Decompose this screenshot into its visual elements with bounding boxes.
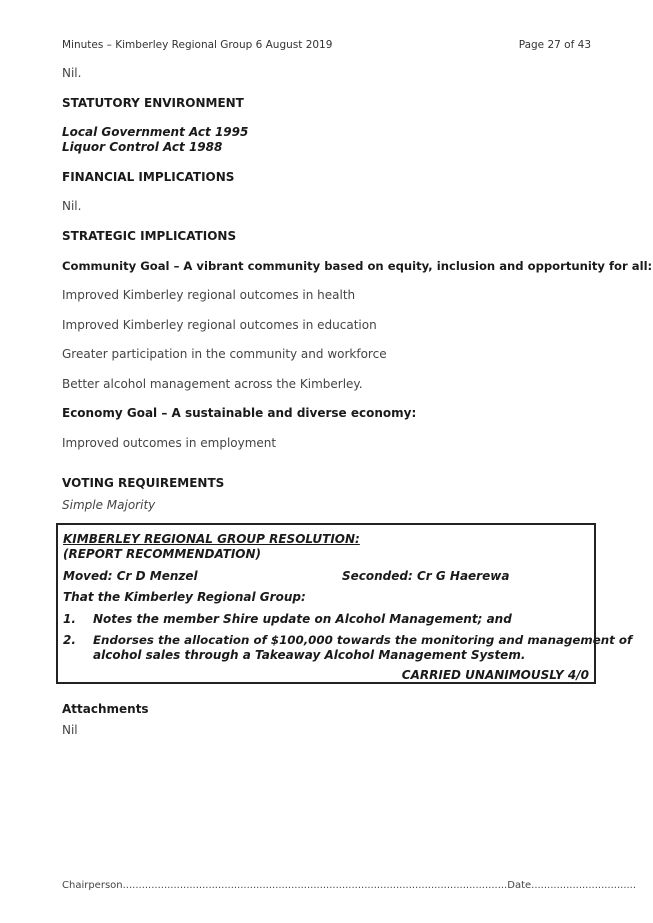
resolution-item: Endorses the allocation of $100,000 towards the monitoring and management of [93, 633, 633, 647]
chairperson-signature-line: Chairperson.........................................................................................................................Date................................. [62, 880, 637, 891]
item-number: 2. [63, 633, 76, 647]
voting-text: Simple Majority [62, 498, 156, 512]
attachments-text: Nil [62, 723, 78, 737]
resolution-subtitle: (REPORT RECOMMENDATION) [63, 547, 262, 561]
community-item: Improved Kimberley regional outcomes in health [62, 288, 356, 302]
attachments-heading: Attachments [62, 702, 149, 716]
strategic-heading: STRATEGIC IMPLICATIONS [62, 229, 237, 243]
resolution-item: Notes the member Shire update on Alcohol Management; and [93, 612, 512, 626]
statutory-heading: STATUTORY ENVIRONMENT [62, 96, 244, 110]
resolution-result: CARRIED UNANIMOUSLY 4/0 [401, 668, 589, 682]
act-item: Liquor Control Act 1988 [62, 140, 223, 154]
voting-heading: VOTING REQUIREMENTS [62, 476, 225, 490]
resolution-box [56, 523, 633, 684]
economy-goal: Economy Goal – A sustainable and diverse economy: [62, 406, 417, 420]
seconded-by: Seconded: Cr G Haerewa [342, 569, 510, 583]
resolution-item: alcohol sales through a Takeaway Alcohol Management System. [93, 648, 526, 662]
resolution-title: KIMBERLEY REGIONAL GROUP RESOLUTION: [63, 532, 360, 546]
financial-text: Nil. [62, 199, 82, 213]
item-number: 1. [63, 612, 76, 626]
economy-item: Improved outcomes in employment [62, 436, 277, 450]
act-item: Local Government Act 1995 [62, 125, 249, 139]
community-item: Better alcohol management across the Kimberley. [62, 377, 363, 391]
financial-heading: FINANCIAL IMPLICATIONS [62, 170, 235, 184]
header-title: Minutes – Kimberley Regional Group 6 August 2019 [62, 39, 333, 51]
community-item: Greater participation in the community and workforce [62, 347, 387, 361]
page-number: Page 27 of 43 [518, 39, 591, 51]
community-goal: Community Goal – A vibrant community based on equity, inclusion and opportunity for all: [62, 259, 653, 273]
resolution-intro: That the Kimberley Regional Group: [63, 590, 306, 604]
moved-by: Moved: Cr D Menzel [63, 569, 198, 583]
community-item: Improved Kimberley regional outcomes in education [62, 318, 377, 332]
nil-text: Nil. [62, 66, 82, 80]
